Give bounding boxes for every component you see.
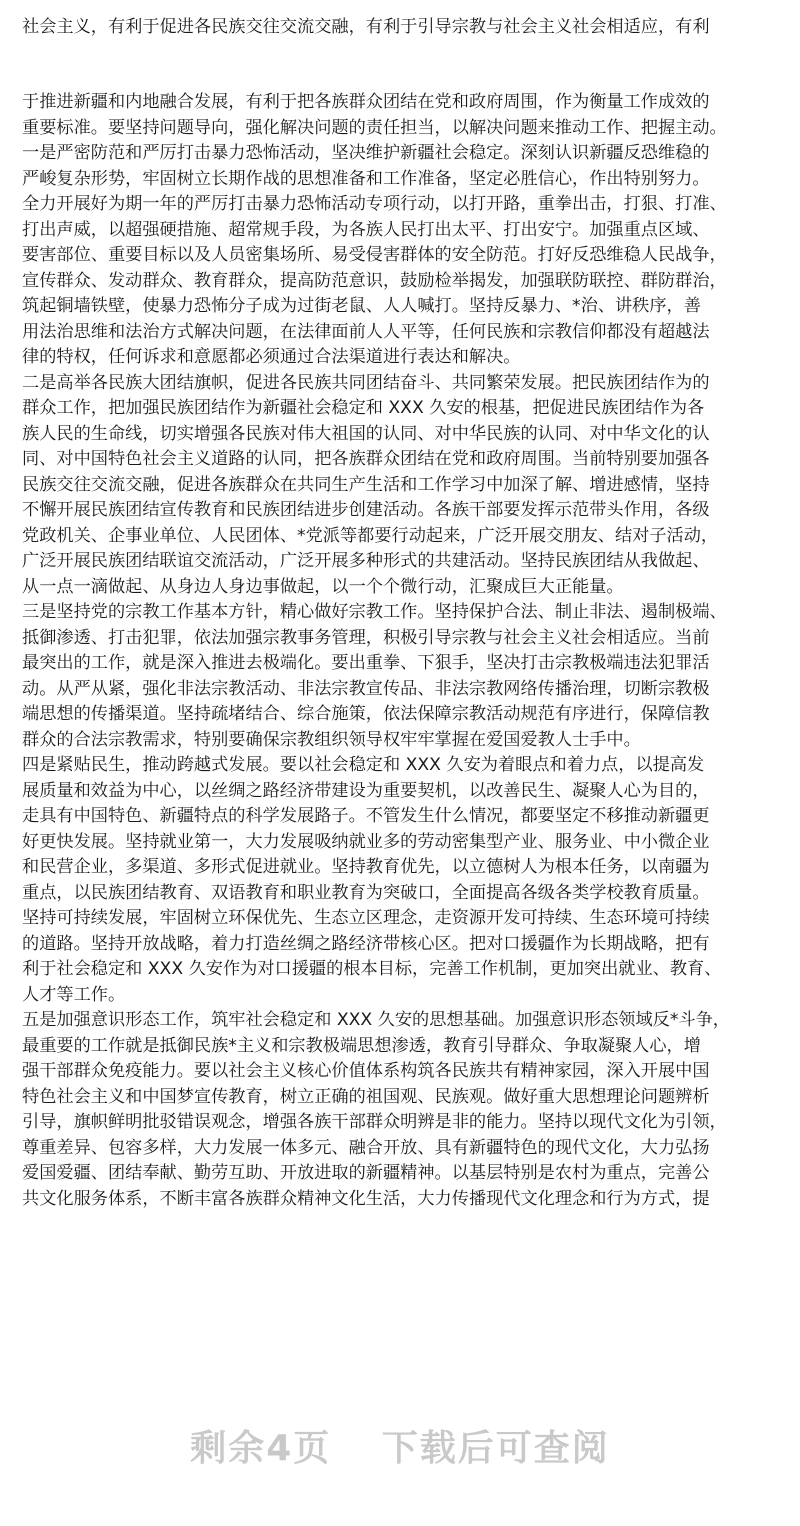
text-line: 要害部位、重要目标以及人员密集场所、易受侵害群体的安全防范。打好反恐维稳人民战争， — [22, 245, 727, 265]
text-line: 坚持可持续发展，牢固树立环保优先、生态立区理念，走资源开发可持续、生态环境可持续 — [22, 908, 710, 928]
text-line: 族人民的生命线，切实增强各民族对伟大祖国的认同、对中华民族的认同、对中华文化的认 — [22, 423, 710, 444]
text-line: 于推进新疆和内地融合发展，有利于把各族群众团结在党和政府周围，作为衡量工作成效的 — [22, 92, 710, 112]
text-line: 人才等工作。 — [22, 984, 126, 1005]
text-line: 全力开展好为期一年的严厉打击暴力恐怖活动专项行动，以打开路，重拳出击，打狠、打准、 — [22, 194, 727, 214]
text-line: 动。从严从紧，强化非法宗教活动、非法宗教宣传品、非法宗教网络传播治理，切断宗教极 — [22, 678, 710, 699]
text-line: 最突出的工作，就是深入推进去极端化。要出重拳、下狠手，坚决打击宗教极端违法犯罪活 — [22, 653, 710, 673]
text-line: 打出声威，以超强硬措施、超常规手段，为各族人民打出太平、打出安宁。加强重点区域、 — [22, 219, 710, 240]
remaining-pages-label: 剩余4页 — [190, 1428, 332, 1469]
text-line: 好更快发展。坚持就业第一，大力发展吸纳就业多的劳动密集型产业、服务业、中小微企业 — [22, 831, 710, 852]
text-line: 端思想的传播渠道。坚持疏堵结合、综合施策，依法保障宗教活动规范有序进行，保障信教 — [22, 704, 710, 724]
text-line: 群众工作，把加强民族团结作为新疆社会稳定和 XXX 久安的根基，把促进民族团结作为各 — [22, 398, 705, 418]
text-line: 强干部群众免疫能力。要以社会主义核心价值体系构筑各民族共有精神家园，深入开展中国 — [22, 1061, 710, 1081]
download-to-view-label: 下载后可查阅 — [381, 1428, 610, 1469]
text-line: 同、对中国特色社会主义道路的认同，把各族群众团结在党和政府周围。当前特别要加强各 — [22, 449, 710, 469]
text-line: 爱国爱疆、团结奉献、勤劳互助、开放进取的新疆精神。以基层特别是农村为重点，完善公 — [22, 1163, 710, 1183]
text-line: 律的特权，任何诉求和意愿都必须通过合法渠道进行表达和解决。 — [22, 347, 521, 367]
text-line: 五是加强意识形态工作，筑牢社会稳定和 XXX 久安的思想基础。加强意识形态领域反*斗争， — [22, 1010, 730, 1030]
document-body — [0, 90, 800, 1212]
text-line: 引导，旗帜鲜明批驳错误观念，增强各族干部群众明辨是非的能力。坚持以现代文化为引领， — [22, 1112, 727, 1132]
text-line: 筑起铜墙铁壁，使暴力恐怖分子成为过街老鼠、人人喊打。坚持反暴力、*治、讲秩序，善 — [22, 296, 701, 316]
text-line: 重要标准。要坚持问题导向，强化解决问题的责任担当，以解决问题来推动工作、把握主动。 — [22, 117, 727, 138]
text-line: 走具有中国特色、新疆特点的科学发展路子。不管发生什么情况，都要坚定不移推动新疆更 — [22, 806, 710, 826]
text-line: 最重要的工作就是抵御民族*主义和宗教极端思想渗透，教育引导群众、争取凝聚人心，增 — [22, 1035, 701, 1056]
text-line: 不懈开展民族团结宣传教育和民族团结进步创建活动。各族干部要发挥示范带头作用，各级 — [22, 500, 710, 520]
previous-page-fragment — [0, 0, 800, 40]
text-line: 从一点一滴做起、从身边人身边事做起，以一个个微行动，汇聚成巨大正能量。 — [22, 576, 624, 597]
text-line: 党政机关、企事业单位、人民团体、*党派等都要行动起来，广泛开展交朋友、结对子活动， — [22, 525, 719, 546]
text-line: 展质量和效益为中心，以丝绸之路经济带建设为重要契机，以改善民生、凝聚人心为目的， — [22, 780, 710, 801]
text-line: 民族交往交流交融，促进各族群众在共同生产生活和工作学习中加深了解、增进感情，坚持 — [22, 474, 710, 495]
text-line: 和民营企业，多渠道、多形式促进就业。坚持教育优先，以立德树人为根本任务，以南疆为 — [22, 857, 710, 877]
text-line: 四是紧贴民生，推动跨越式发展。要以社会稳定和 XXX 久安为着眼点和着力点，以提高发 — [22, 755, 705, 775]
text-line: 严峻复杂形势，牢固树立长期作战的思想准备和工作准备，坚定必胜信心，作出特别努力。 — [22, 168, 710, 189]
text-line: 广泛开展民族团结联谊交流活动，广泛开展多种形式的共建活动。坚持民族团结从我做起、 — [22, 551, 710, 571]
text-line: 的道路。坚持开放战略，着力打造丝绸之路经济带核心区。把对口援疆作为长期战略，把有 — [22, 933, 710, 954]
text-line: 二是高举各民族大团结旗帜，促进各民族共同团结奋斗、共同繁荣发展。把民族团结作为的 — [22, 372, 710, 393]
text-line: 尊重差异、包容多样，大力发展一体多元、融合开放、具有新疆特色的现代文化，大力弘扬 — [22, 1137, 710, 1158]
text-line: 三是坚持党的宗教工作基本方针，精心做好宗教工作。坚持保护合法、制止非法、遏制极端、 — [22, 602, 727, 622]
text-line: 抵御渗透、打击犯罪，依法加强宗教事务管理，积极引导宗教与社会主义社会相适应。当前 — [22, 627, 710, 648]
text-line: 一是严密防范和严厉打击暴力恐怖活动，坚决维护新疆社会稳定。深刻认识新疆反恐维稳的 — [22, 143, 710, 163]
text-line: 用法治思维和法治方式解决问题，在法律面前人人平等，任何民族和宗教信仰都没有超越法 — [22, 321, 710, 342]
text-line: 特色社会主义和中国梦宣传教育，树立正确的祖国观、民族观。做好重大思想理论问题辨析 — [22, 1086, 710, 1107]
text-line: 利于社会稳定和 XXX 久安作为对口援疆的根本目标，完善工作机制，更加突出就业、教育、 — [22, 959, 722, 979]
text-line: 群众的合法宗教需求，特别要确保宗教组织领导权牢牢掌握在爱国爱教人士手中。 — [22, 729, 641, 750]
preview-limit-banner[interactable] — [0, 1420, 800, 1471]
text-line: 重点，以民族团结教育、双语教育和职业教育为突破口，全面提高各级各类学校教育质量。 — [22, 882, 710, 903]
text-line: 宣传群众、发动群众、教育群众，提高防范意识，鼓励检举揭发，加强联防联控、群防群治， — [22, 270, 727, 291]
text-line: 共文化服务体系，不断丰富各族群众精神文化生活，大力传播现代文化理念和行为方式，提 — [22, 1188, 710, 1209]
text-line: 社会主义，有利于促进各民族交往交流交融，有利于引导宗教与社会主义社会相适应，有利 — [22, 16, 710, 37]
